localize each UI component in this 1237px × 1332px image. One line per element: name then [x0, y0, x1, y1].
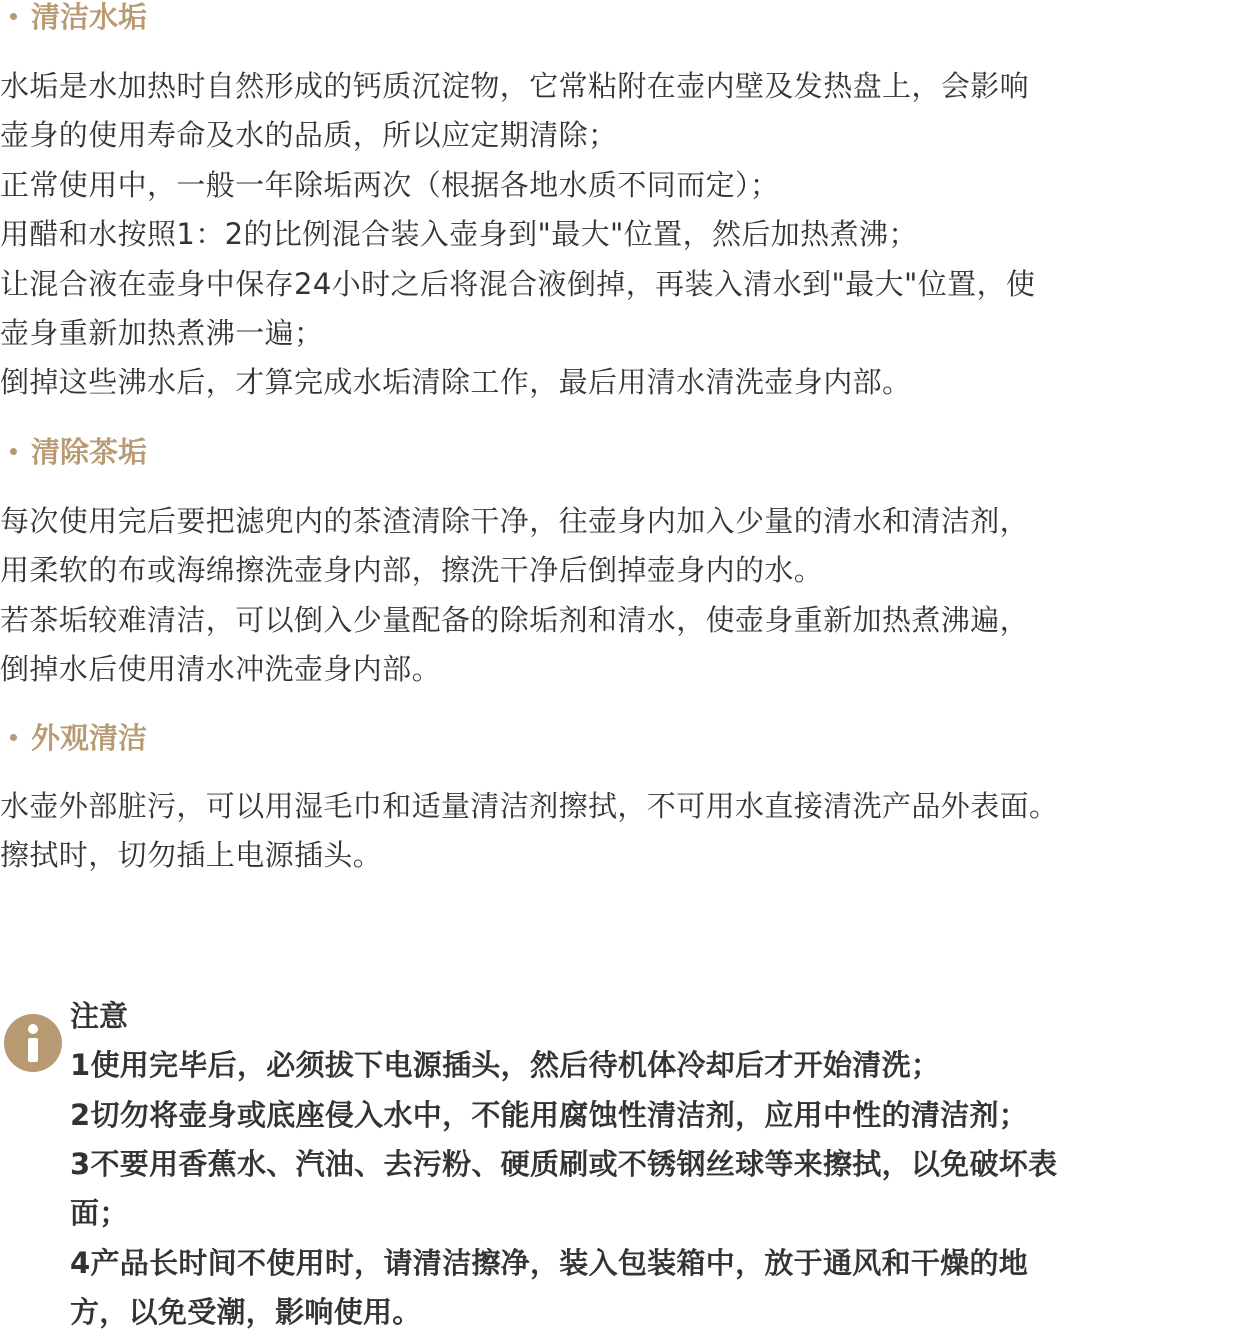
paragraph-line: 壶身的使用寿命及水的品质，所以应定期清除； — [0, 118, 618, 152]
section-heading-text: 清洁水垢 — [31, 0, 148, 34]
info-icon — [4, 1014, 62, 1072]
paragraph-line: 倒掉这些沸水后，才算完成水垢清除工作，最后用清水清洗壶身内部。 — [0, 365, 912, 399]
notice-line: 1使用完毕后，必须拔下电源插头，然后待机体冷却后才开始清洗； — [70, 1048, 941, 1082]
paragraph-line: 让混合液在壶身中保存24小时之后将混合液倒掉，再装入清水到"最大"位置，使 — [0, 267, 1036, 301]
section-heading-text: 清除茶垢 — [31, 435, 148, 469]
section-heading-tea-stain — [10, 434, 147, 470]
section-heading-exterior — [10, 720, 147, 756]
notice-title: 注意 — [70, 999, 129, 1033]
notice-line: 面； — [70, 1196, 129, 1230]
paragraph-line: 倒掉水后使用清水冲洗壶身内部。 — [0, 652, 442, 686]
paragraph-line: 若茶垢较难清洁，可以倒入少量配备的除垢剂和清水，使壶身重新加热煮沸遍， — [0, 603, 1030, 637]
paragraph-line: 用醋和水按照1：2的比例混合装入壶身到"最大"位置，然后加热煮沸； — [0, 217, 918, 251]
bullet-dot-icon — [10, 13, 17, 20]
paragraph-line: 壶身重新加热煮沸一遍； — [0, 316, 324, 350]
bullet-dot-icon — [10, 734, 17, 741]
section-heading-descale — [10, 0, 147, 35]
notice-line: 方，以免受潮，影响使用。 — [70, 1295, 422, 1329]
paragraph-line: 水壶外部脏污，可以用湿毛巾和适量清洁剂擦拭，不可用水直接清洗产品外表面。 — [0, 789, 1059, 823]
paragraph-line: 擦拭时，切勿插上电源插头。 — [0, 838, 383, 872]
bullet-dot-icon — [10, 448, 17, 455]
info-icon-dot — [28, 1024, 38, 1034]
paragraph-line: 用柔软的布或海绵擦洗壶身内部，擦洗干净后倒掉壶身内的水。 — [0, 553, 824, 587]
notice-line: 3不要用香蕉水、汽油、去污粉、硬质刷或不锈钢丝球等来擦拭，以免破坏表 — [70, 1147, 1058, 1181]
paragraph-line: 正常使用中，一般一年除垢两次（根据各地水质不同而定）； — [0, 168, 780, 202]
paragraph-line: 每次使用完后要把滤兜内的茶渣清除干净，往壶身内加入少量的清水和清洁剂， — [0, 504, 1030, 538]
info-icon-stem — [28, 1038, 38, 1062]
paragraph-line: 水垢是水加热时自然形成的钙质沉淀物，它常粘附在壶内壁及发热盘上，会影响 — [0, 69, 1030, 103]
notice-line: 2切勿将壶身或底座侵入水中，不能用腐蚀性清洁剂，应用中性的清洁剂； — [70, 1098, 1029, 1132]
section-heading-text: 外观清洁 — [31, 721, 148, 755]
notice-line: 4产品长时间不使用时，请清洁擦净，装入包装箱中，放于通风和干燥的地 — [70, 1246, 1029, 1280]
